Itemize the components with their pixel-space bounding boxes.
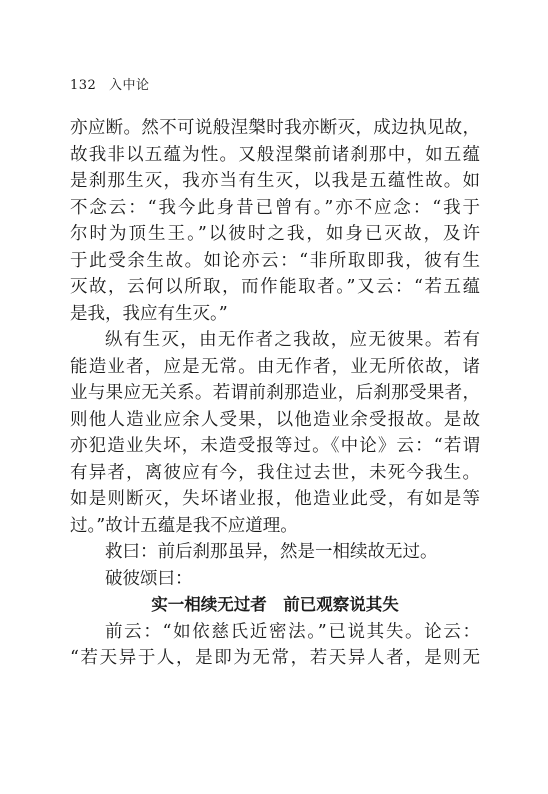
- text-line: 如是则断灭，失坏诸业报，他造业此受，有如是等: [70, 489, 480, 509]
- text-line: 有异者，离彼应有今，我住过去世，未死今我生。: [70, 462, 480, 483]
- running-title: 入中论: [108, 78, 150, 93]
- text-line: 是刹那生灭，我亦当有生灭，以我是五蕴性故。如: [70, 171, 480, 191]
- text-line: 故我非以五蕴为性。又般涅槃前诸刹那中，如五蕴: [70, 144, 480, 165]
- text-line: 业与果应无关系。若谓前刹那造业，后刹那受果者，: [70, 383, 480, 403]
- text-line: 不念云：“我今此身昔已曾有。”亦不应念：“我于: [70, 197, 480, 218]
- text-line: 能造业者，应是无常。由无作者，业无所依故，诸: [70, 356, 480, 377]
- page-number: 132: [70, 78, 97, 93]
- text-line: 亦犯造业失坏，未造受报等过。《中论》云：“若谓: [70, 436, 480, 456]
- text-line: 破彼颂曰：: [105, 568, 193, 589]
- text-line: 救曰：前后刹那虽异，然是一相续故无过。: [105, 542, 438, 562]
- text-line: 亦应断。然不可说般涅槃时我亦断灭，成边执见故，: [70, 118, 480, 138]
- text-line: 前云：“如依慈氏近密法。”已说其失。论云：: [105, 621, 480, 642]
- text-line: 灭故，云何以所取，而作能取者。”又云：“若五蕴: [70, 277, 480, 297]
- running-header: [70, 74, 149, 93]
- verse-heading: 实一相续无过者 前已观察说其失: [151, 595, 399, 614]
- text-line: 则他人造业应余人受果，以他造业余受报故。是故: [70, 409, 480, 430]
- text-line: 过。”故计五蕴是我不应道理。: [70, 515, 298, 536]
- text-line: 于此受余生故。如论亦云：“非所取即我，彼有生: [70, 250, 480, 271]
- text-line: 是我，我应有生灭。”: [70, 303, 228, 324]
- page-body: [70, 115, 480, 672]
- text-line: 尔时为顶生王。”以彼时之我，如身已灭故，及许: [70, 224, 480, 244]
- text-line: 纵有生灭，由无作者之我故，应无彼果。若有: [105, 330, 480, 350]
- text-line: “若天异于人，是即为无常，若天异人者，是则无: [70, 648, 480, 668]
